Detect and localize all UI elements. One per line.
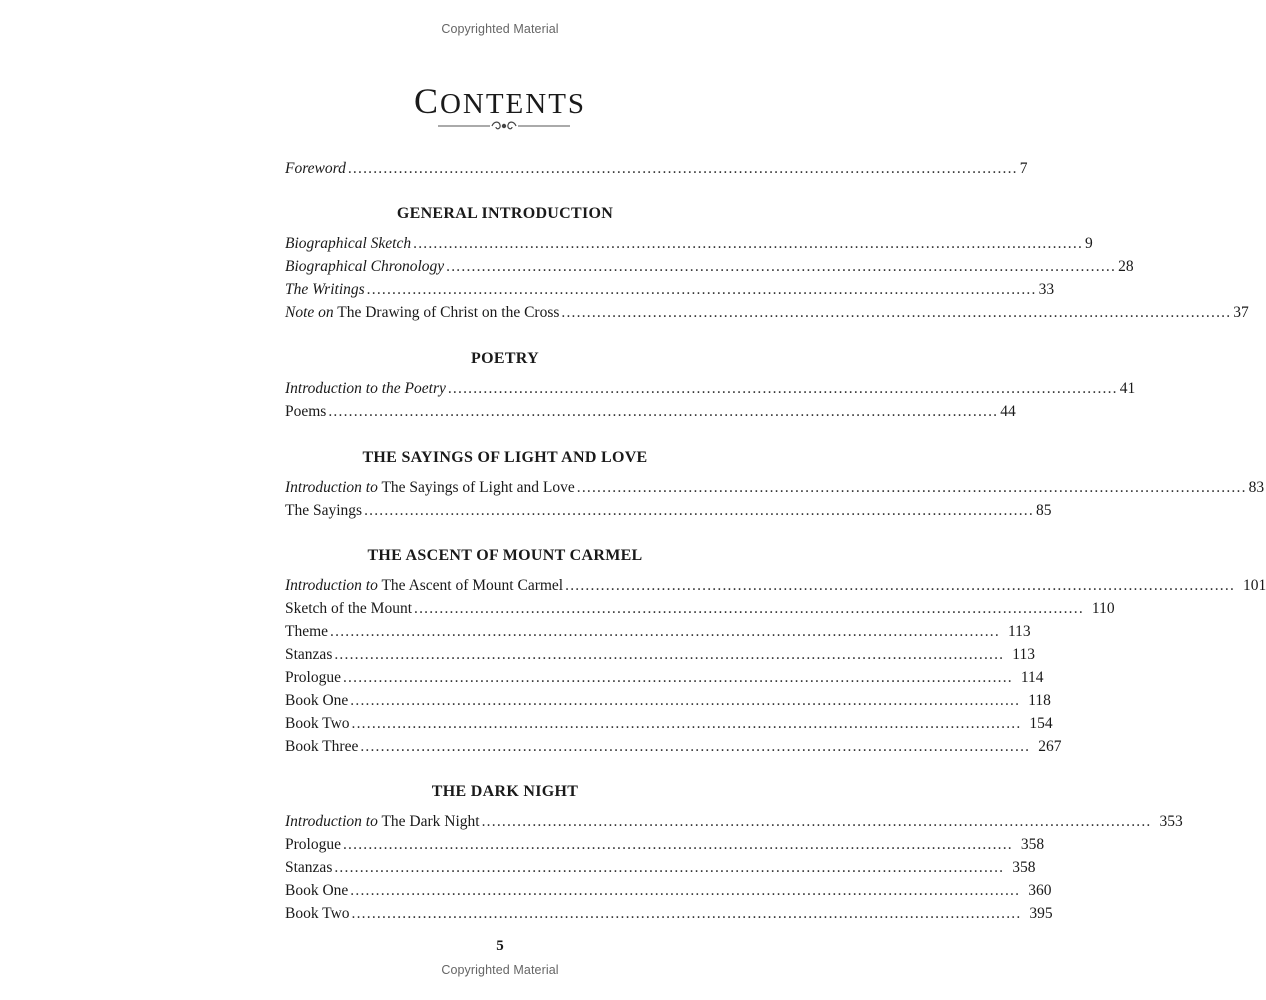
dot-leader: .................................................................................................................................... <box>347 160 1018 177</box>
dot-leader: .................................................................................................................................... <box>364 502 1034 519</box>
toc-entry[interactable] <box>285 233 1093 255</box>
dot-leader: .................................................................................................................................... <box>350 882 1021 899</box>
toc-entry-foreword[interactable] <box>285 158 1028 180</box>
toc-entry[interactable] <box>285 378 1136 400</box>
toc-entry-page: 353 <box>1159 813 1183 830</box>
toc-entry[interactable] <box>285 500 1052 522</box>
toc-entry-label: Biographical Chronology <box>285 258 445 275</box>
toc-entry-page: 118 <box>1028 692 1051 709</box>
toc-entry[interactable] <box>285 279 1055 301</box>
title-initial: C <box>413 81 440 121</box>
toc-entry-page: 7 <box>1019 160 1028 177</box>
dot-leader: .................................................................................................................................... <box>330 623 1000 640</box>
dot-leader: .................................................................................................................................... <box>334 859 1005 876</box>
copyright-notice-bottom: Copyrighted Material <box>441 963 559 977</box>
toc-entry-label: Introduction to The Sayings of Light and Love <box>285 479 575 496</box>
toc-entry-label: Stanzas <box>285 646 333 663</box>
toc-entry-page: 101 <box>1243 577 1266 594</box>
toc-entry[interactable] <box>285 477 1265 499</box>
dot-leader: .................................................................................................................................... <box>334 646 1005 663</box>
toc-entry[interactable] <box>285 598 1115 620</box>
toc-entry[interactable] <box>285 575 1266 597</box>
dot-leader: .................................................................................................................................... <box>447 380 1118 397</box>
toc-entry-label: Note on The Drawing of Christ on the Cross <box>285 304 560 321</box>
dot-leader: .................................................................................................................................... <box>342 836 1013 853</box>
toc-entry-page: 44 <box>1000 403 1016 420</box>
section-heading-ascent: THE ASCENT OF MOUNT CARMEL <box>367 547 643 564</box>
toc-entry-page: 360 <box>1028 882 1052 899</box>
toc-entry-label: Stanzas <box>285 859 333 876</box>
section-heading-sayings: THE SAYINGS OF LIGHT AND LOVE <box>362 449 648 466</box>
toc-entry[interactable] <box>285 256 1134 278</box>
dot-leader: .................................................................................................................................... <box>342 669 1013 686</box>
toc-entry-label: Introduction to The Dark Night <box>285 813 480 830</box>
toc-entry[interactable] <box>285 667 1044 689</box>
dot-leader: .................................................................................................................................... <box>565 577 1236 594</box>
toc-entry[interactable] <box>285 713 1053 735</box>
toc-entry-label: Sketch of the Mount <box>285 600 412 617</box>
dot-leader: .................................................................................................................................... <box>351 715 1022 732</box>
toc-entry[interactable] <box>285 903 1053 925</box>
toc-entry-page: 110 <box>1091 600 1115 617</box>
dot-leader: .................................................................................................................................... <box>360 738 1031 755</box>
toc-entry[interactable] <box>285 621 1031 643</box>
dot-leader: .................................................................................................................................... <box>351 905 1022 922</box>
toc-entry[interactable] <box>285 302 1249 324</box>
toc-entry-label: Book Two <box>285 715 350 732</box>
toc-entry-label: The Sayings <box>285 502 363 519</box>
toc-entry-label: Prologue <box>285 836 341 853</box>
toc-entry[interactable] <box>285 811 1183 833</box>
dot-leader: .................................................................................................................................... <box>366 281 1037 298</box>
dot-leader: .................................................................................................................................... <box>414 600 1084 617</box>
toc-entry-page: 154 <box>1029 715 1053 732</box>
toc-entry[interactable] <box>285 690 1051 712</box>
toc-entry-page: 41 <box>1119 380 1136 397</box>
toc-entry-page: 28 <box>1118 258 1134 275</box>
toc-entry-label: Book Two <box>285 905 350 922</box>
toc-entry[interactable] <box>285 857 1036 879</box>
toc-entry-page: 9 <box>1085 235 1093 252</box>
toc-entry-label: Book One <box>285 882 349 899</box>
copyright-notice-top: Copyrighted Material <box>441 22 559 36</box>
toc-entry-page: 358 <box>1012 859 1036 876</box>
toc-entry-label: Biographical Sketch <box>285 235 412 252</box>
dot-leader: .................................................................................................................................... <box>350 692 1021 709</box>
toc-entry-label: The Writings <box>285 281 365 298</box>
toc-entry-page: 113 <box>1012 646 1035 663</box>
section-heading-poetry: POETRY <box>471 350 539 367</box>
dot-leader: .................................................................................................................................... <box>481 813 1152 830</box>
toc-entry-page: 83 <box>1248 479 1265 496</box>
dot-leader: .................................................................................................................................... <box>446 258 1117 275</box>
toc-entry[interactable] <box>285 834 1045 856</box>
toc-entry-page: 33 <box>1038 281 1055 298</box>
dot-leader: .................................................................................................................................... <box>328 403 999 420</box>
toc-entry-label: Book Three <box>285 738 359 755</box>
toc-entry-label: Theme <box>285 623 329 640</box>
title-rest: ONTENTS <box>439 88 587 120</box>
dot-leader: .................................................................................................................................... <box>413 235 1084 252</box>
toc-entry-page: 114 <box>1020 669 1044 686</box>
dot-leader: .................................................................................................................................... <box>576 479 1247 496</box>
toc-entry-label: Introduction to The Ascent of Mount Carmel <box>285 577 564 594</box>
section-heading-general-introduction: GENERAL INTRODUCTION <box>396 205 614 222</box>
section-heading-dark-night: THE DARK NIGHT <box>431 783 579 800</box>
toc-entry-label: Poems <box>285 403 327 420</box>
toc-entry-page: 113 <box>1007 623 1031 640</box>
toc-entry-page: 85 <box>1035 502 1052 519</box>
toc-entry-label: Introduction to the Poetry <box>285 380 446 397</box>
dot-leader: .................................................................................................................................... <box>561 304 1232 321</box>
toc-entry-page: 37 <box>1233 304 1249 321</box>
toc-entry-page: 395 <box>1029 905 1053 922</box>
title-ornament-icon <box>436 118 572 134</box>
page-title <box>0 80 1000 122</box>
toc-entry-page: 358 <box>1020 836 1045 853</box>
toc-entry-label: Prologue <box>285 669 341 686</box>
toc-entry[interactable] <box>285 736 1062 758</box>
page-number: 5 <box>496 938 504 954</box>
toc-entry-label: Foreword <box>285 160 346 177</box>
toc-entry-label: Book One <box>285 692 349 709</box>
toc-entry[interactable] <box>285 644 1035 666</box>
toc-entry[interactable] <box>285 880 1052 902</box>
toc-entry-page: 267 <box>1038 738 1062 755</box>
toc-entry[interactable] <box>285 401 1016 423</box>
